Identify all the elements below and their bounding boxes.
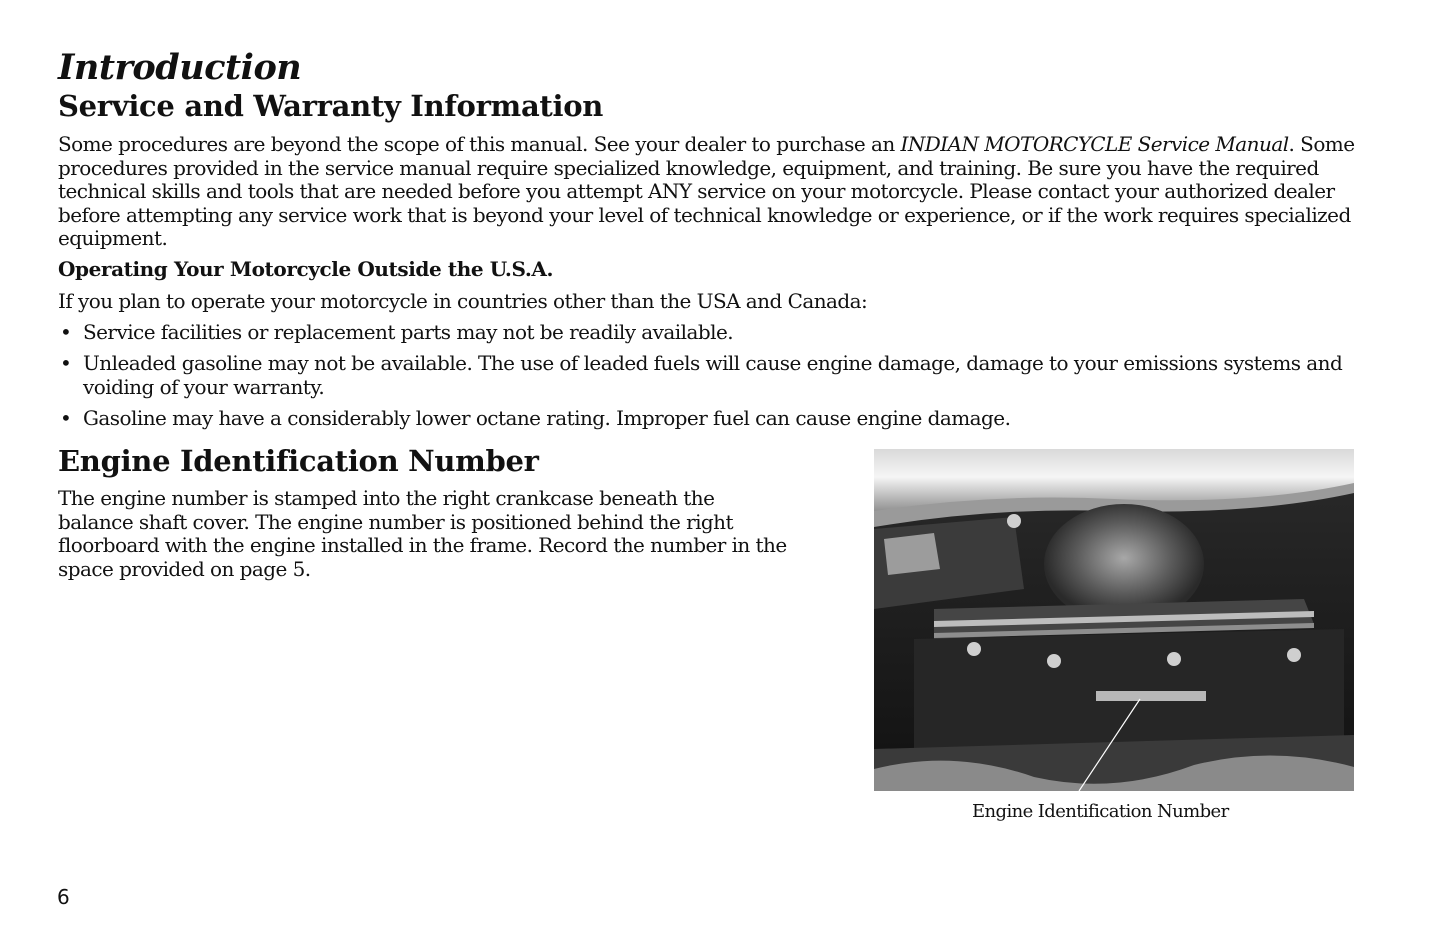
bullet-marker: • — [60, 320, 72, 344]
service-warranty-paragraph — [58, 133, 1368, 251]
outside-usa-title: Operating Your Motorcycle Outside the U.S.A. — [58, 257, 554, 281]
list-item — [58, 352, 1358, 399]
outside-usa-intro: If you plan to operate your motorcycle in countries other than the USA and Canada: — [58, 289, 868, 313]
page-number: 6 — [57, 885, 70, 909]
list-item — [58, 407, 1358, 431]
service-paragraph-rest: . Some procedures provided in the service manual require specialized knowledge, equipment, and training. Be sure you have the required technical skills and tools that are needed before you attempt ANY service on your motorcycle. Please contact your authorized dealer before attempting any service work that is beyond your level of technical knowledge or experience, or if the work requires specialized equipment. — [58, 132, 1355, 250]
outside-usa-list — [58, 321, 1358, 438]
service-warranty-title: Service and Warranty Information — [58, 89, 604, 123]
engine-id-paragraph: The engine number is stamped into the right crankcase beneath the balance shaft cover. The engine number is positioned behind the right floorboard with the engine installed in the frame. Record the number in the space provided on page 5. — [58, 486, 787, 581]
list-item-text: Gasoline may have a considerably lower octane rating. Improper fuel can cause engine damage. — [83, 405, 1011, 430]
bullet-marker: • — [60, 405, 72, 430]
engine-photo-caption: Engine Identification Number — [972, 801, 1229, 822]
engine-photo — [874, 449, 1354, 791]
list-item-text: Unleaded gasoline may not be available. The use of leaded fuels will cause engine damage, damage to your emissions systems and voiding of your warranty. — [83, 351, 1343, 399]
list-item — [58, 321, 1358, 345]
list-item-text: Service facilities or replacement parts may not be readily available. — [83, 320, 734, 344]
page-heading: Introduction — [58, 47, 302, 88]
engine-photo-illustration — [874, 449, 1354, 791]
service-paragraph-lead: Some procedures are beyond the scope of this manual. See your dealer to purchase an — [58, 132, 901, 156]
bullet-marker: • — [60, 351, 72, 375]
service-manual-title: INDIAN MOTORCYCLE Service Manual — [900, 132, 1289, 156]
engine-id-title: Engine Identification Number — [58, 444, 539, 478]
